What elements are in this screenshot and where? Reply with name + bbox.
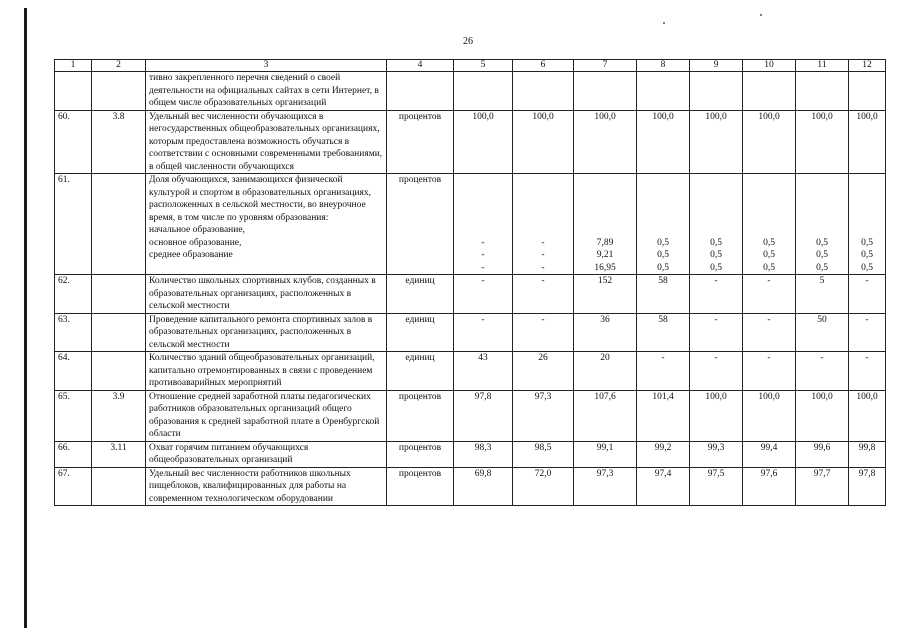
value-cell: - [849, 352, 886, 391]
value-cell: 97,8 [849, 467, 886, 506]
row-number: 60. [55, 110, 92, 174]
value-cell: 5 [796, 275, 849, 314]
sub-row-value: 0,5 [657, 237, 669, 248]
sub-row-value: 0,5 [816, 237, 828, 248]
column-header: 6 [513, 60, 574, 72]
sub-row-value: - [541, 262, 545, 273]
sub-row-spacer [799, 212, 845, 225]
sub-row-spacer [852, 224, 882, 237]
value-cell: 99,8 [849, 441, 886, 467]
sub-row-value: 0,5 [710, 237, 722, 248]
sub-row-value: - [541, 237, 545, 248]
value-cell: 100,0 [849, 110, 886, 174]
row-description: тивно закрепленного перечня сведений о своей деятельности на официальных сайтах в сети Интернет, в общем числе образовательных организаций [146, 72, 387, 111]
sub-row-spacer [799, 174, 845, 187]
sub-row-value: 0,5 [657, 250, 669, 260]
column-header: 3 [146, 60, 387, 72]
row-number: 67. [55, 467, 92, 506]
row-description-text: Доля обучающихся, занимающихся физической культурой и спортом в образовательных организациях, расположенных в сельской местности, во внеурочное время, в том числе по уровням образования: [149, 175, 372, 223]
scan-edge-line [24, 8, 27, 628]
value-cell: - [513, 275, 574, 314]
value-cell: 100,0 [513, 110, 574, 174]
sub-row-spacer [516, 199, 570, 212]
column-number-row [55, 60, 886, 72]
row-number: 63. [55, 313, 92, 352]
value-cell [849, 72, 886, 111]
sub-row-spacer [693, 199, 739, 212]
sub-row-value: 0,5 [657, 262, 669, 273]
value-cell [690, 174, 743, 275]
value-cell [574, 174, 637, 275]
sub-row-spacer [746, 199, 792, 212]
value-cell: - [743, 313, 796, 352]
sub-row-spacer [640, 174, 686, 187]
row-code [92, 72, 146, 111]
sub-row-spacer [577, 212, 633, 225]
value-cell [454, 174, 513, 275]
value-cell: 50 [796, 313, 849, 352]
value-cell [796, 174, 849, 275]
row-description [146, 174, 387, 275]
scan-speck [760, 14, 762, 16]
value-cell: 97,3 [574, 467, 637, 506]
value-cell: 20 [574, 352, 637, 391]
row-unit: единиц [387, 275, 454, 314]
table-row [55, 72, 886, 111]
column-header: 9 [690, 60, 743, 72]
sub-row-spacer [746, 224, 792, 237]
table-row [55, 275, 886, 314]
column-header: 10 [743, 60, 796, 72]
sub-row-value: 16,95 [594, 262, 616, 273]
value-cell: - [454, 275, 513, 314]
sub-row-value: 0,5 [861, 262, 873, 273]
value-cell: 36 [574, 313, 637, 352]
value-cell: 99,6 [796, 441, 849, 467]
value-cell: 98,5 [513, 441, 574, 467]
sub-row-value: 0,5 [763, 262, 775, 273]
value-cell: 58 [637, 275, 690, 314]
value-cell: 99,2 [637, 441, 690, 467]
sub-row-value: 9,21 [596, 250, 614, 260]
row-code [92, 313, 146, 352]
column-header: 7 [574, 60, 637, 72]
sub-row-value: 0,5 [861, 250, 873, 260]
row-unit: процентов [387, 174, 454, 275]
value-cell: - [454, 313, 513, 352]
sub-row-value: 0,5 [763, 237, 775, 248]
table-row [55, 174, 886, 275]
row-code: 3.8 [92, 110, 146, 174]
row-unit [387, 72, 454, 111]
sub-row-value: 0,5 [861, 237, 873, 248]
sub-row-value: 0,5 [710, 262, 722, 273]
sub-row-value: 0,5 [816, 262, 828, 273]
value-cell: 100,0 [743, 110, 796, 174]
scan-speck [663, 22, 665, 24]
sub-row-spacer [852, 187, 882, 200]
value-cell: 152 [574, 275, 637, 314]
column-header: 11 [796, 60, 849, 72]
sub-row-spacer [746, 174, 792, 187]
sub-row-value: 0,5 [710, 250, 722, 260]
sub-row-spacer [516, 187, 570, 200]
sub-row-value: 0,5 [816, 250, 828, 260]
value-cell: 100,0 [743, 390, 796, 441]
value-cell: 99,3 [690, 441, 743, 467]
value-cell: - [690, 313, 743, 352]
value-cell: - [849, 275, 886, 314]
sub-row-spacer [852, 199, 882, 212]
row-description: Отношение средней заработной платы педагогических работников образовательных организаций общего образования к средней заработной плате в Оренбургской области [146, 390, 387, 441]
value-cell: 100,0 [690, 110, 743, 174]
value-cell: 72,0 [513, 467, 574, 506]
sub-row-spacer [693, 224, 739, 237]
row-description: Удельный вес численности работников школьных пищеблоков, квалифицированных для работы на современном технологическом оборудовании [146, 467, 387, 506]
row-description: Количество зданий общеобразовательных организаций, капитально отремонтированных в связи с проведением противоаварийных мероприятий [146, 352, 387, 391]
value-cell [574, 72, 637, 111]
value-cell [637, 72, 690, 111]
sub-row-value: - [481, 250, 485, 260]
value-cell: 69,8 [454, 467, 513, 506]
sub-row-spacer [640, 199, 686, 212]
sub-row-value: 0,5 [763, 250, 775, 260]
row-number: 66. [55, 441, 92, 467]
value-cell: 43 [454, 352, 513, 391]
row-unit: процентов [387, 390, 454, 441]
sub-row-spacer [799, 187, 845, 200]
sub-row-spacer [746, 187, 792, 200]
row-unit: единиц [387, 313, 454, 352]
value-cell: 58 [637, 313, 690, 352]
sub-row-spacer [457, 174, 509, 187]
sub-row-spacer [640, 212, 686, 225]
value-cell: - [849, 313, 886, 352]
value-cell: - [743, 275, 796, 314]
row-unit: процентов [387, 467, 454, 506]
sub-row-spacer [457, 212, 509, 225]
value-cell: 99,1 [574, 441, 637, 467]
value-cell: 98,3 [454, 441, 513, 467]
value-cell [849, 174, 886, 275]
value-cell: - [743, 352, 796, 391]
value-cell [513, 174, 574, 275]
value-cell: 97,4 [637, 467, 690, 506]
value-cell [454, 72, 513, 111]
value-cell: - [796, 352, 849, 391]
sub-row-spacer [577, 174, 633, 187]
sub-row-label: основное образование, [149, 237, 242, 248]
value-cell [637, 174, 690, 275]
sub-row-value: - [541, 250, 545, 260]
sub-row-spacer [457, 199, 509, 212]
column-header: 2 [92, 60, 146, 72]
value-cell: 97,6 [743, 467, 796, 506]
table-row [55, 352, 886, 391]
row-number: 62. [55, 275, 92, 314]
column-header: 5 [454, 60, 513, 72]
sub-row-spacer [516, 224, 570, 237]
table-row [55, 110, 886, 174]
column-header: 8 [637, 60, 690, 72]
value-cell: - [690, 275, 743, 314]
value-cell: 107,6 [574, 390, 637, 441]
sub-row-spacer [516, 174, 570, 187]
page-number: 26 [463, 36, 473, 47]
value-cell [513, 72, 574, 111]
row-number: 64. [55, 352, 92, 391]
table-row [55, 390, 886, 441]
value-cell: 101,4 [637, 390, 690, 441]
sub-row-spacer [516, 212, 570, 225]
table-row [55, 467, 886, 506]
sub-row-spacer [693, 174, 739, 187]
column-header: 4 [387, 60, 454, 72]
value-cell: - [690, 352, 743, 391]
column-header: 1 [55, 60, 92, 72]
table-row [55, 313, 886, 352]
row-description: Удельный вес численности обучающихся в негосударственных общеобразовательных организациях, которым предоставлена возможность обучаться в соответствии с основными современными требованиями, в общей численности обучающихся [146, 110, 387, 174]
row-code [92, 352, 146, 391]
sub-row-spacer [457, 187, 509, 200]
sub-row-spacer [577, 224, 633, 237]
value-cell: 100,0 [637, 110, 690, 174]
row-unit: процентов [387, 441, 454, 467]
row-code [92, 467, 146, 506]
value-cell: 97,3 [513, 390, 574, 441]
value-cell [743, 174, 796, 275]
value-cell: 100,0 [796, 110, 849, 174]
sub-row-spacer [852, 212, 882, 225]
sub-row-label: среднее образование [149, 250, 233, 260]
sub-row-spacer [577, 199, 633, 212]
value-cell: 97,8 [454, 390, 513, 441]
value-cell: - [513, 313, 574, 352]
row-unit: единиц [387, 352, 454, 391]
row-number: 61. [55, 174, 92, 275]
row-code: 3.9 [92, 390, 146, 441]
sub-row-spacer [746, 212, 792, 225]
row-number: 65. [55, 390, 92, 441]
row-description: Проведение капитального ремонта спортивных залов в образовательных организациях, расположенных в сельской местности [146, 313, 387, 352]
value-cell: 97,7 [796, 467, 849, 506]
value-cell: - [637, 352, 690, 391]
sub-row-spacer [577, 187, 633, 200]
sub-row-spacer [693, 187, 739, 200]
row-number [55, 72, 92, 111]
sub-row-spacer [640, 187, 686, 200]
row-code: 3.11 [92, 441, 146, 467]
value-cell: 100,0 [849, 390, 886, 441]
value-cell: 97,5 [690, 467, 743, 506]
row-description: Охват горячим питанием обучающихся общеобразовательных организаций [146, 441, 387, 467]
sub-row-spacer [799, 199, 845, 212]
value-cell: 100,0 [690, 390, 743, 441]
column-header: 12 [849, 60, 886, 72]
sub-row-value: 7,89 [596, 237, 614, 248]
sub-row-label: начальное образование, [149, 225, 245, 235]
value-cell: 100,0 [796, 390, 849, 441]
row-code [92, 174, 146, 275]
sub-row-value: - [481, 237, 485, 248]
value-cell: 100,0 [454, 110, 513, 174]
sub-row-spacer [799, 224, 845, 237]
sub-row-value: - [481, 262, 485, 273]
row-unit: процентов [387, 110, 454, 174]
row-description: Количество школьных спортивных клубов, созданных в образовательных организациях, расположенных в сельской местности [146, 275, 387, 314]
value-cell [796, 72, 849, 111]
value-cell [743, 72, 796, 111]
sub-row-spacer [852, 174, 882, 187]
value-cell: 100,0 [574, 110, 637, 174]
indicators-table [54, 59, 886, 506]
table-row [55, 441, 886, 467]
sub-row-spacer [693, 212, 739, 225]
value-cell [690, 72, 743, 111]
sub-row-spacer [640, 224, 686, 237]
value-cell: 99,4 [743, 441, 796, 467]
value-cell: 26 [513, 352, 574, 391]
sub-row-spacer [457, 224, 509, 237]
row-code [92, 275, 146, 314]
